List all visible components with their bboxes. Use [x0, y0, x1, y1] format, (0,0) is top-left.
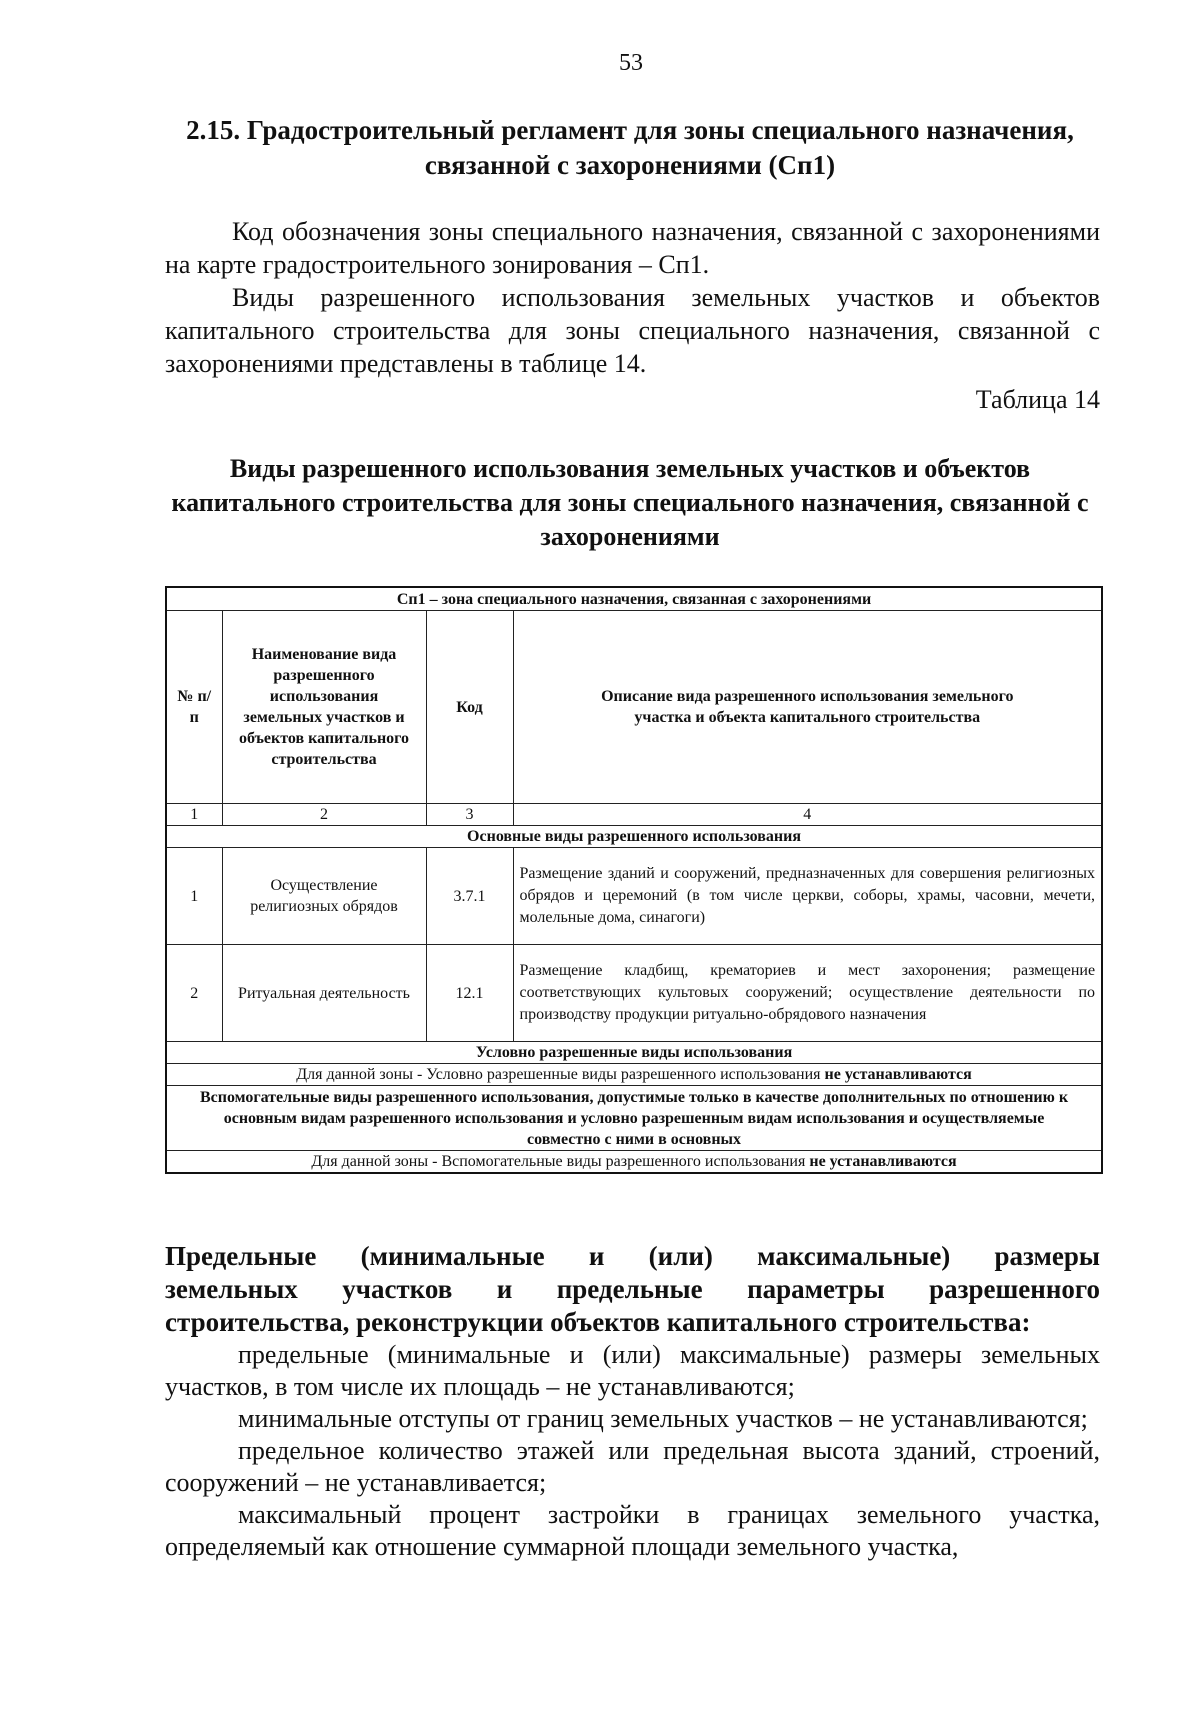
- header-code: Код: [426, 611, 513, 804]
- section-row-conditional: [166, 1042, 1102, 1064]
- limits-heading-line: земельных участков и предельные параметры разрешенного: [165, 1274, 1100, 1304]
- header-name: Наименование вида разрешенного использования земельных участков и объектов капитального строительства: [222, 611, 426, 804]
- table-title: Виды разрешенного использования земельных участков и объектов капитального строительства для зоны специального назначения, связанной с захоронениями: [171, 454, 1089, 551]
- row-description: Размещение кладбищ, крематориев и мест захоронения; размещение соответствующих культовых сооружений; осуществление деятельности по производству продукции ритуально-обрядового назначения: [513, 945, 1102, 1042]
- section-row-main: [166, 826, 1102, 848]
- limit-item: предельное количество этажей или предельная высота зданий, строений, сооружений – не устанавливается;: [165, 1436, 1100, 1497]
- limit-item: минимальные отступы от границ земельных участков – не устанавливаются;: [238, 1404, 1088, 1433]
- intro-paragraph: Код обозначения зоны специального назначения, связанной с захоронениями на карте градостроительного зонирования – Сп1.: [165, 217, 1100, 279]
- auxiliary-note-row: [166, 1151, 1102, 1174]
- table-label: Таблица 14: [975, 385, 1100, 414]
- conditional-note-bold: не устанавливаются: [824, 1066, 972, 1083]
- section-conditional: Условно разрешенные виды использования: [166, 1042, 1102, 1064]
- column-number-row: [166, 804, 1102, 826]
- column-number: 4: [513, 804, 1102, 826]
- column-number: 3: [426, 804, 513, 826]
- row-code: 3.7.1: [426, 848, 513, 945]
- section-row-auxiliary: [166, 1086, 1102, 1151]
- conditional-note-row: [166, 1064, 1102, 1086]
- auxiliary-note-bold: не устанавливаются: [809, 1153, 957, 1170]
- intro-paragraph: Виды разрешенного использования земельных участков и объектов капитального строительства для зоны специального назначения, связанной с захоронениями представлены в таблице 14.: [165, 283, 1100, 378]
- limits-heading-line: Предельные (минимальные и (или) максимальные) размеры: [165, 1241, 1100, 1271]
- row-name: Осуществление религиозных обрядов: [222, 848, 426, 945]
- auxiliary-note-text: Для данной зоны - Вспомогательные виды разрешенного использования: [311, 1153, 810, 1170]
- zone-header: Сп1 – зона специального назначения, связанная с захоронениями: [166, 587, 1102, 611]
- row-num: 1: [166, 848, 222, 945]
- limits-heading-line: строительства, реконструкции объектов капитального строительства:: [165, 1307, 1031, 1337]
- table-row: [166, 945, 1102, 1042]
- limits-section: [165, 1240, 1100, 1563]
- permitted-use-table: [165, 586, 1103, 1174]
- column-number: 1: [166, 804, 222, 826]
- limit-item: максимальный процент застройки в границах земельного участка, определяемый как отношение суммарной площади земельного участка,: [165, 1500, 1100, 1561]
- limit-item: предельные (минимальные и (или) максимальные) размеры земельных участков, в том числе их площадь – не устанавливаются;: [165, 1340, 1100, 1401]
- auxiliary-note: [166, 1151, 1102, 1174]
- row-description: Размещение зданий и сооружений, предназначенных для совершения религиозных обрядов и церемоний (в том числе церкви, соборы, храмы, часовни, мечети, молельные дома, синагоги): [513, 848, 1102, 945]
- intro-text: [165, 215, 1100, 380]
- header-description: Описание вида разрешенного использования земельного участка и объекта капитального строительства: [513, 611, 1102, 804]
- column-number: 2: [222, 804, 426, 826]
- row-code: 12.1: [426, 945, 513, 1042]
- header-num: № п/п: [166, 611, 222, 804]
- row-name: Ритуальная деятельность: [222, 945, 426, 1042]
- table-row: [166, 848, 1102, 945]
- section-main: Основные виды разрешенного использования: [166, 826, 1102, 848]
- table-zone-header-row: [166, 587, 1102, 611]
- section-auxiliary: Вспомогательные виды разрешенного использования, допустимые только в качестве дополнительных по отношению к основным видам разрешенного использования и условно разрешенным видам использования и осуществляемые совместно с ними в основных: [166, 1086, 1102, 1151]
- conditional-note: [166, 1064, 1102, 1086]
- section-title: 2.15. Градостроительный регламент для зоны специального назначения, связанной с захоронениями (Сп1): [186, 115, 1074, 180]
- page-number: 53: [619, 50, 643, 76]
- row-num: 2: [166, 945, 222, 1042]
- table-header-row: [166, 611, 1102, 804]
- conditional-note-text: Для данной зоны - Условно разрешенные виды разрешенного использования: [296, 1066, 825, 1083]
